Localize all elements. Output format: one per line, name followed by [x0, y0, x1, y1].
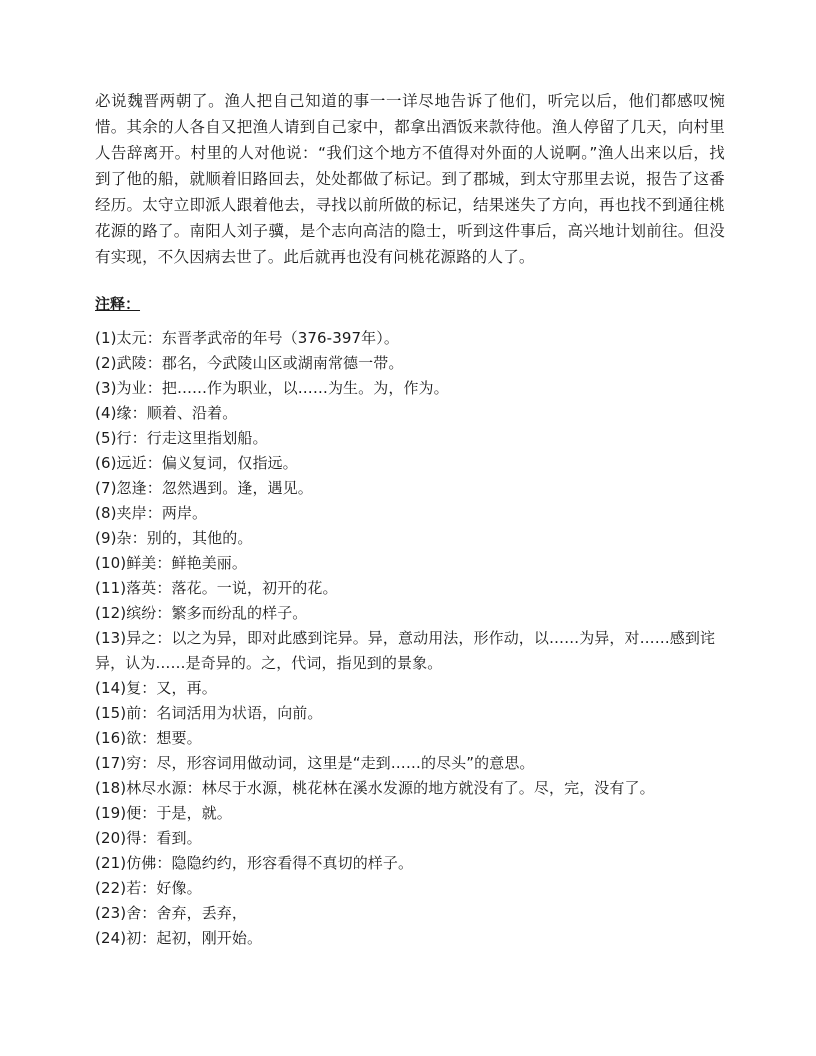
notes-heading: 注释： [95, 295, 141, 313]
note-item: (12)缤纷：繁多而纷乱的样子。 [95, 604, 308, 622]
note-item: (18)林尽水源：林尽于水源，桃花林在溪水发源的地方就没有了。尽，完，没有了。 [95, 779, 655, 797]
note-item: (9)杂：别的，其他的。 [95, 529, 253, 547]
note-item: (16)欲：想要。 [95, 729, 202, 747]
note-item: (17)穷：尽，形容词用做动词，这里是“走到……的尽头”的意思。 [95, 754, 535, 772]
note-item: (19)便：于是，就。 [95, 804, 232, 822]
note-item: (21)仿佛：隐隐约约，形容看得不真切的样子。 [95, 854, 414, 872]
document-page [95, 88, 725, 951]
note-item: (1)太元：东晋孝武帝的年号（376-397年）。 [95, 329, 399, 347]
notes-list [95, 326, 725, 951]
note-item: (2)武陵：郡名，今武陵山区或湖南常德一带。 [95, 354, 404, 372]
note-item: (8)夹岸：两岸。 [95, 504, 208, 522]
note-item: (7)忽逢：忽然遇到。逢，遇见。 [95, 479, 313, 497]
note-item: (22)若：好像。 [95, 879, 202, 897]
note-item: (14)复：又，再。 [95, 679, 217, 697]
note-item: (5)行：行走这里指划船。 [95, 429, 268, 447]
note-item: (23)舍：舍弃，丢弃， [95, 904, 247, 922]
note-item: (24)初：起初，刚开始。 [95, 929, 263, 947]
note-item: (3)为业：把……作为职业，以……为生。为，作为。 [95, 379, 449, 397]
note-item: (11)落英：落花。一说，初开的花。 [95, 579, 338, 597]
note-item: (6)远近：偏义复词，仅指远。 [95, 454, 298, 472]
note-item: (13)异之：以之为异，即对此感到诧异。异，意动用法，形作动，以……为异，对……感到诧异，认为……是奇异的。之，代词，指见到的景象。 [95, 629, 716, 672]
note-item: (10)鲜美：鲜艳美丽。 [95, 554, 247, 572]
note-item: (15)前：名词活用为状语，向前。 [95, 704, 323, 722]
translation-paragraph: 必说魏晋两朝了。渔人把自己知道的事一一详尽地告诉了他们，听完以后，他们都感叹惋惜。其余的人各自又把渔人请到自己家中，都拿出酒饭来款待他。渔人停留了几天，向村里人告辞离开。村里的人对他说：“我们这个地方不值得对外面的人说啊。”渔人出来以后，找到了他的船，就顺着旧路回去，处处都做了标记。到了郡城，到太守那里去说，报告了这番经历。太守立即派人跟着他去，寻找以前所做的标记，结果迷失了方向，再也找不到通往桃花源的路了。南阳人刘子骥，是个志向高洁的隐士，听到这件事后，高兴地计划前往。但没有实现，不久因病去世了。此后就再也没有问桃花源路的人了。 [95, 92, 725, 266]
note-item: (4)缘：顺着、沿着。 [95, 404, 238, 422]
note-item: (20)得：看到。 [95, 829, 202, 847]
